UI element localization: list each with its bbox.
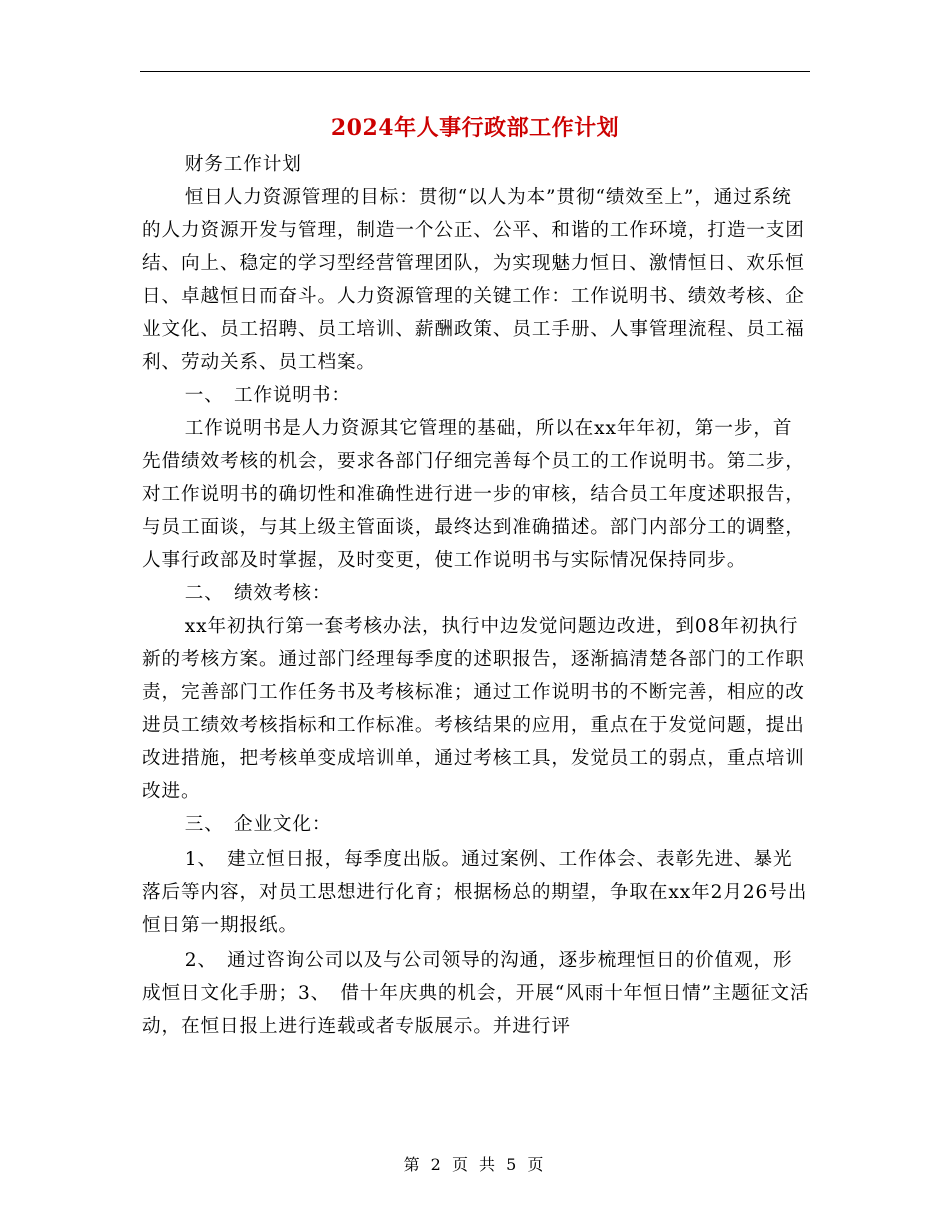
document-body xyxy=(142,148,810,1043)
paragraph-job-description: 工作说明书是人力资源其它管理的基础，所以在xx年年初，第一步，首先借绩效考核的机会，要求各部门仔细完善每个员工的工作说明书。第二步，对工作说明书的确切性和准确性进行进一步的审核，结合员工年度述职报告，与员工面谈，与其上级主管面谈，最终达到准确描述。部门内部分工的调整，人事行政部及时掌握，及时变更，使工作说明书与实际情况保持同步。 xyxy=(142,418,805,571)
paragraph-performance: xx年初执行第一套考核办法，执行中边发觉问题边改进，到08年初执行新的考核方案。通过部门经理每季度的述职报告，逐渐搞清楚各部门的工作职责，完善部门工作任务书及考核标准；通过工作说明书的不断完善，相应的改进员工绩效考核指标和工作标准。考核结果的应用，重点在于发觉问题，提出改进措施，把考核单变成培训单，通过考核工具，发觉员工的弱点，重点培训改进。 xyxy=(142,616,805,802)
header-rule xyxy=(140,71,810,72)
page-indicator: 第 2 页 共 5 页 xyxy=(403,1155,547,1174)
paragraph-culture-item-1: 1、 建立恒日报，每季度出版。通过案例、工作体会、表彰先进、暴光落后等内容，对员工思想进行化育；根据杨总的期望，争取在xx年2月26号出恒日第一期报纸。 xyxy=(142,849,808,936)
section-heading-culture: 三、 企业文化： xyxy=(184,814,332,835)
paragraph-hr-goals: 恒日人力资源管理的目标：贯彻“以人为本”贯彻“绩效至上”，通过系统的人力资源开发与管理，制造一个公正、公平、和谐的工作环境，打造一支团结、向上、稳定的学习型经营管理团队，为实现魅力恒日、激情恒日、欢乐恒日、卓越恒日而奋斗。人力资源管理的关键工作：工作说明书、绩效考核、企业文化、员工招聘、员工培训、薪酬政策、员工手册、人事管理流程、员工福利、劳动关系、员工档案。 xyxy=(142,187,805,373)
paragraph-culture-item-2: 2、 通过咨询公司以及与公司领导的沟通，逐步梳理恒日的价值观，形成恒日文化手册；3、 借十年庆典的机会，开展“风雨十年恒日情”主题征文活动，在恒日报上进行连载或者专版展示。并进行评 xyxy=(142,950,810,1037)
section-heading-performance: 二、 绩效考核： xyxy=(184,583,332,604)
paragraph-heading-finance: 财务工作计划 xyxy=(184,154,302,175)
document-title: 2024年人事行政部工作计划 xyxy=(330,115,620,141)
section-heading-job-description: 一、 工作说明书： xyxy=(184,385,351,406)
